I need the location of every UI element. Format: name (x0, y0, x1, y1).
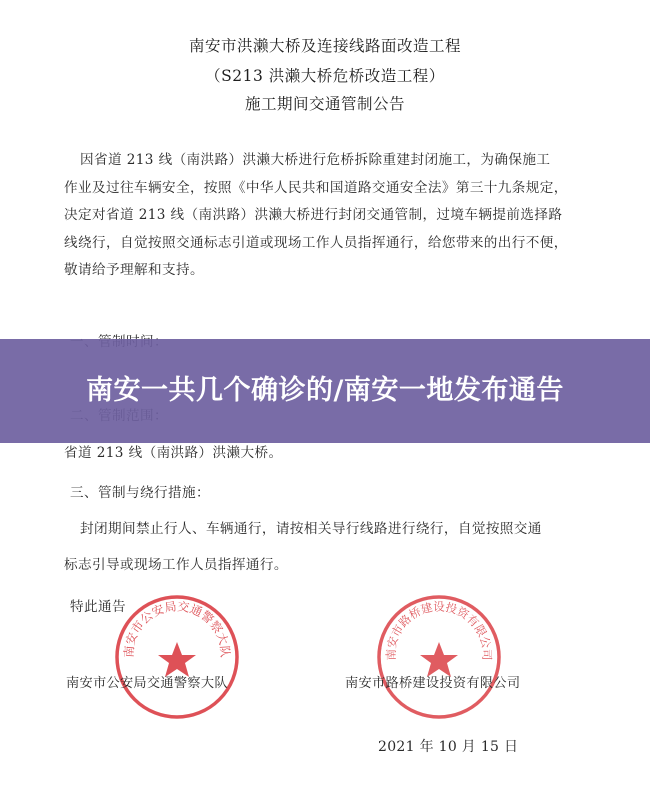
headline-text: 南安一共几个确诊的/南安一地发布通告 (86, 375, 564, 406)
police-seal-stamp (112, 592, 242, 722)
closing-text: 特此通告 (70, 599, 126, 615)
intro-line: 决定对省道 213 线（南洪路）洪濑大桥进行封闭交通管制，过境车辆提前选择路 (64, 207, 563, 223)
section3-heading: 三、管制与绕行措施： (70, 485, 210, 501)
intro-line: 线绕行，自觉按照交通标志引道或现场工作人员指挥通行，给您带来的出行不便， (64, 234, 568, 251)
intro-line: 因省道 213 线（南洪路）洪濑大桥进行危桥拆除重建封闭施工，为确保施工 (80, 152, 551, 168)
stamp-left-text: 南安市公安局交通警察大队 (121, 599, 233, 659)
stamp-right-text: 南安市路桥建设投资有限公司 (383, 599, 495, 661)
notice-date: 2021 年 10 月 15 日 (378, 739, 519, 755)
signatory-right: 南安市路桥建设投资有限公司 (345, 676, 521, 691)
intro-line: 敬请给予理解和支持。 (64, 262, 204, 278)
document-title-line-2: （S213 洪濑大桥危桥改造工程） (205, 67, 445, 85)
intro-line: 作业及过往车辆安全，按照《中华人民共和国道路交通安全法》第三十九条规定， (64, 179, 568, 196)
section3-body-line: 标志引导或现场工作人员指挥通行。 (64, 557, 288, 573)
section3-body-line: 封闭期间禁止行人、车辆通行，请按相关导行线路进行绕行，自觉按照交通 (80, 521, 542, 537)
signatory-left: 南安市公安局交通警察大队 (66, 676, 228, 691)
section2-body: 省道 213 线（南洪路）洪濑大桥。 (64, 445, 283, 461)
company-seal-stamp (374, 592, 504, 722)
headline-banner (0, 339, 650, 443)
document-title-line-1: 南安市洪濑大桥及连接线路面改造工程 (188, 37, 461, 55)
intro-paragraph (64, 147, 612, 285)
document-title-line-3: 施工期间交通管制公告 (244, 95, 405, 113)
